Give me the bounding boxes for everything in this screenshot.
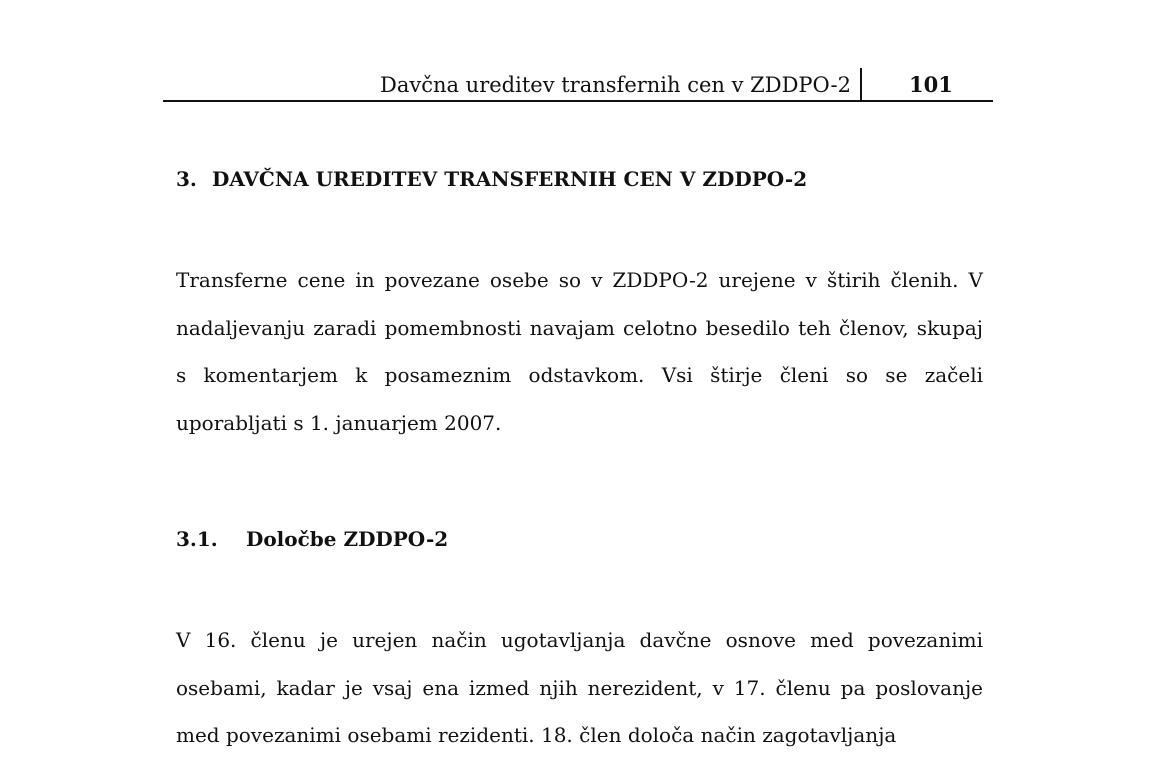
subsection-heading bbox=[176, 527, 448, 551]
section-title: DAVČNA UREDITEV TRANSFERNIH CEN V ZDDPO-2 bbox=[212, 167, 808, 191]
page-number: 101 bbox=[909, 72, 953, 97]
header-title: Davčna ureditev transfernih cen v ZDDPO-2 bbox=[379, 73, 851, 97]
subsection-paragraph: V 16. členu je urejen način ugotavljanja davčne osnove med povezanimi osebami, kadar je vsaj ena izmed njih nerezident, v 17. členu pa poslovanje med povezanimi osebami rezidenti. 18. člen določa način zagotavljanja bbox=[176, 628, 983, 747]
section-paragraph: Transferne cene in povezane osebe so v ZDDPO-2 urejene v štirih členih. V nadaljevanju zaradi pomembnosti navajam celotno besedilo teh členov, skupaj s komentarjem k posameznim odstavkom. Vsi štirje členi so se začeli uporabljati s 1. januarjem 2007. bbox=[176, 268, 983, 435]
subsection-number: 3.1. bbox=[176, 527, 218, 551]
section-heading bbox=[176, 167, 807, 191]
subsection-title: Določbe ZDDPO-2 bbox=[246, 527, 449, 551]
running-header bbox=[163, 70, 993, 102]
header-separator bbox=[860, 68, 862, 100]
section-number: 3. bbox=[176, 167, 197, 191]
